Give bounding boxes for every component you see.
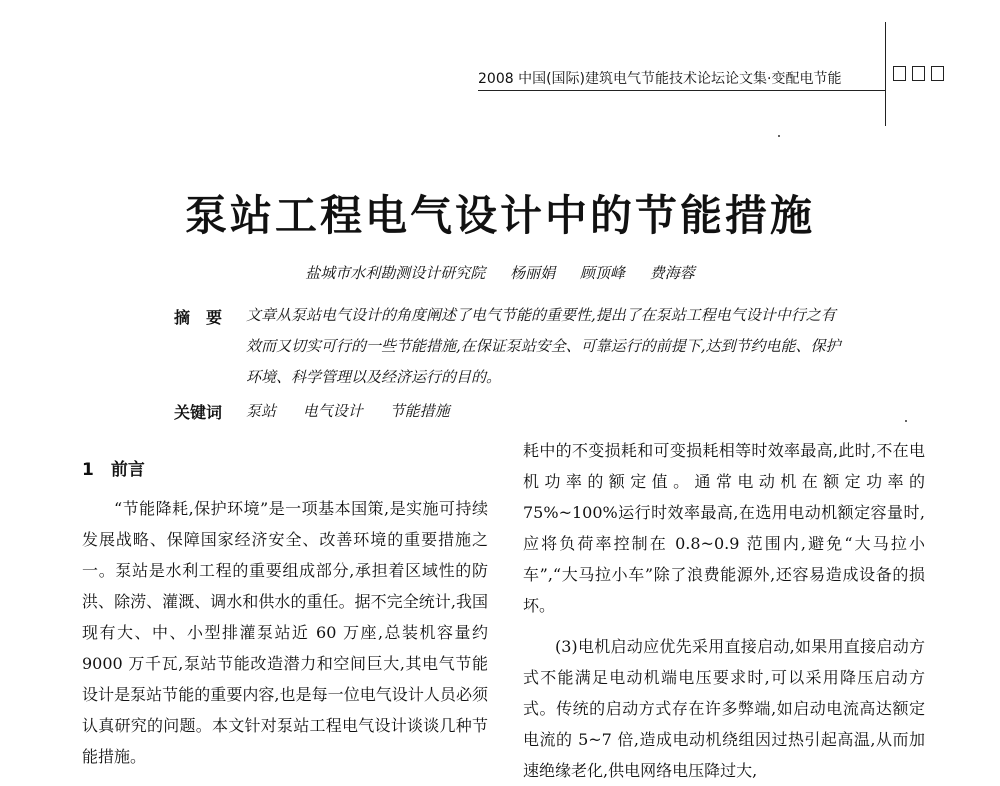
body-paragraph: 耗中的不变损耗和可变损耗相等时效率最高,此时,不在电机功率的额定值。通常电动机在额定功率的 75%~100%运行时效率最高,在选用电动机额定容量时,应将负荷率控制在 0.8~0.9 范围内,避免“大马拉小车”,“大马拉小车”除了浪费能源外,还容易造成设备的损坏。	[523, 441, 925, 615]
header-box	[912, 66, 925, 81]
keywords-list	[246, 400, 472, 421]
keyword: 泵站	[246, 402, 277, 420]
abstract-text: 文章从泵站电气设计的角度阐述了电气节能的重要性,提出了在泵站工程电气设计中行之有效而又切实可行的一些节能措施,在保证泵站安全、可靠运行的前提下,达到节约电能、保护环境、科学管理以及经济运行的目的。	[246, 306, 841, 386]
header-boxes	[893, 66, 944, 81]
running-header: 2008 中国(国际)建筑电气节能技术论坛论文集·变配电节能	[478, 71, 842, 87]
institution: 盐城市水利勘测设计研究院	[305, 264, 486, 282]
abstract-label: 摘 要	[174, 308, 223, 327]
keywords-label: 关键词	[174, 403, 223, 422]
body-paragraph: “节能降耗,保护环境”是一项基本国策,是实施可持续发展战略、保障国家经济安全、改善环境的重要措施之一。泵站是水利工程的重要组成部分,承担着区域性的防洪、除涝、灌溉、调水和供水的重任。据不完全统计,我国现有大、中、小型排灌泵站近 60 万座,总装机容量约 9000 万千瓦,泵站节能改造潜力和空间巨大,其电气节能设计是泵站节能的重要内容,也是每一位电气设计人员必须认真研究的问题。本文针对泵站工程电气设计谈谈几种节能措施。	[82, 499, 488, 766]
author-name: 费海蓉	[649, 264, 695, 282]
speck	[778, 135, 780, 137]
header-rule	[478, 90, 886, 91]
keyword: 节能措施	[389, 402, 450, 420]
author-line	[0, 262, 1000, 283]
keyword: 电气设计	[302, 402, 363, 420]
section-heading: 1 前言	[82, 460, 145, 480]
header-vertical-rule	[885, 22, 886, 126]
left-column	[82, 493, 488, 772]
body-paragraph: (3)电机启动应优先采用直接启动,如果用直接启动方式不能满足电动机端电压要求时,可以采用降压启动方式。传统的启动方式存在许多弊端,如启动电流高达额定电流的 5~7 倍,造成电动机绕组因过热引起高温,从而加速绝缘老化,供电网络电压降过大,	[523, 637, 925, 780]
speck	[905, 420, 907, 422]
author-name: 杨丽娟	[510, 264, 556, 282]
author-name: 顾顶峰	[579, 264, 625, 282]
header-box	[893, 66, 906, 81]
right-column	[523, 435, 925, 786]
paper-title: 泵站工程电气设计中的节能措施	[184, 191, 815, 240]
header-box	[931, 66, 944, 81]
